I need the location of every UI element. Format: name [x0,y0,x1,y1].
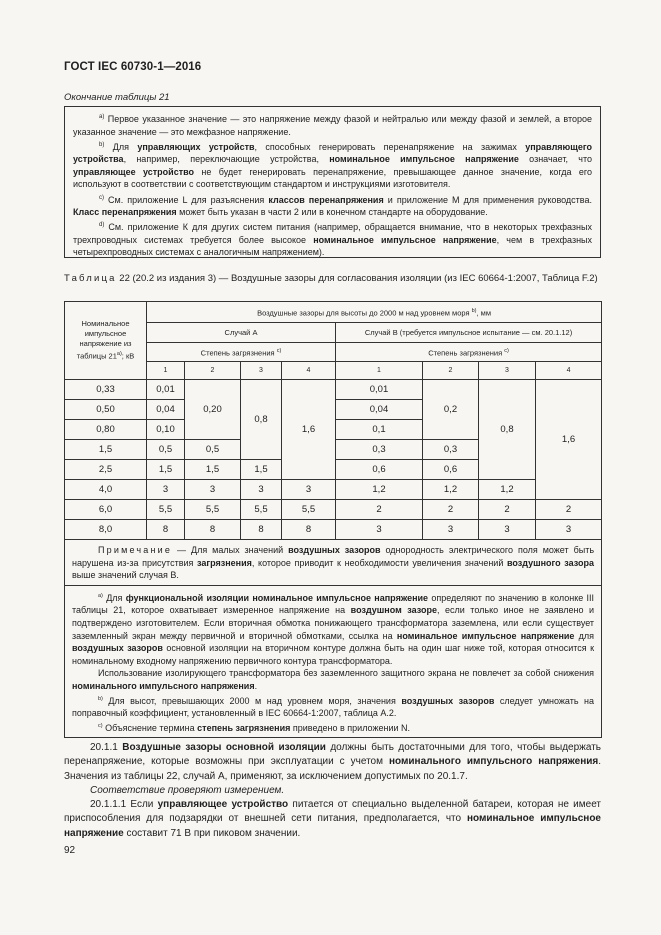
table-row [65,380,602,400]
table-21-note: $^{c)}$ См. приложение L для разъяснения классов перенапряжения и приложение М для применения руководства. Класс перенапряжения может быть указан в части 2 или в конечном стандарте на оборудование. [73,194,592,218]
cell-a1: 0,01 [147,380,185,400]
cell-a3: 1,5 [241,460,282,480]
note-text: — Для малых значений воздушных зазоров однородность электрического поля может быть нарушена из-за присутствия загрязнения, которое приводит к необходимости увеличения значений воздушного зазора выше значений случая В. [72,545,595,581]
degree-header: 4 [282,362,336,380]
body-text [64,741,601,841]
table-22-footnote: $^{a)}$ Для функциональной изоляции номинальное импульсное напряжение определяют по значению в колонке III таблицы 21, которое охватывает измеренное напряжение на воздушном зазоре, если только иное не заявлено и подтверждено изготовителем. Если вторичная обмотка понижающего трансформатора заземлена, или если существует заземленный экран между первичной и вторичной обмотками, ссылка на номинальное импульсное напряжение для воздушных зазоров основной изоляции на вторичном контуре должна быть на один шаг ниже той, которая относится к номинальному входному напряжению первичного контура трансформатора. [72,592,595,666]
header-case-b: Случай В (требуется импульсное испытание — см. 20.1.12) [336,323,602,343]
cell-rated: 0,50 [65,400,147,420]
cell-rated: 6,0 [65,500,147,520]
cell-a2: 5,5 [185,500,241,520]
cell-b3: 3 [479,520,536,540]
table-21-notes-box [64,106,601,258]
degree-header: 4 [536,362,602,380]
cell-rated: 1,5 [65,440,147,460]
table-22-footnote: $^{b)}$ Для высот, превышающих 2000 м над уровнем моря, значения воздушных зазоров следует умножать на поправочный коэффициент, установленный в IEC 60664-1:2007, таблица А.2. [72,695,595,719]
cell-a2: 3 [185,480,241,500]
header-clearances: Воздушные зазоры для высоты до 2000 м над уровнем моря $^{b)}$, мм [147,302,602,323]
table-22-footnote: Использование изолирующего трансформатора без заземленного защитного экрана не повлечет за собой снижения номинального импульсного напряжения. [72,668,595,691]
table-row [65,480,602,500]
header-case-a: Случай А [147,323,336,343]
cell-a1: 8 [147,520,185,540]
cell-b1: 0,3 [336,440,423,460]
table-22-note [65,540,602,586]
header-pollution-degree-b: Степень загрязнения $^{c)}$ [336,343,602,362]
cell-rated: 2,5 [65,460,147,480]
cell-rated: 0,80 [65,420,147,440]
cell-a4: 1,6 [282,380,336,480]
cell-a2: 1,5 [185,460,241,480]
cell-b1: 3 [336,520,423,540]
cell-a1: 1,5 [147,460,185,480]
table-row [65,520,602,540]
page-number: 92 [64,845,76,856]
table-22-caption-text: 22 (20.2 из издания 3) — Воздушные зазоры для согласования изоляции (из IEC 60664-1:2007, Таблица F.2) [116,273,598,284]
cell-a1: 0,04 [147,400,185,420]
degree-header: 2 [185,362,241,380]
header-rated-voltage: Номинальное импульсное напряжение из таблицы 21$^{a)}$; кВ [65,302,147,380]
cell-a2: 0,20 [185,380,241,440]
table-footnotes-row [65,585,602,738]
cell-a4: 8 [282,520,336,540]
cell-b2: 2 [423,500,479,520]
cell-b3: 0,8 [479,380,536,480]
cell-b3: 2 [479,500,536,520]
cell-a3: 8 [241,520,282,540]
table-row [65,500,602,520]
table-22 [64,301,602,738]
cell-b1: 2 [336,500,423,520]
cell-a4: 3 [282,480,336,500]
cell-rated: 0,33 [65,380,147,400]
cell-b4: 3 [536,520,602,540]
cell-b1: 0,6 [336,460,423,480]
cell-a1: 0,5 [147,440,185,460]
table-21-note: $^{a)}$ Первое указанное значение — это напряжение между фазой и нейтралью или между фазой и землей, а второе указанное значение — это межфазное напряжение. [73,114,592,137]
table-22-caption [64,272,601,285]
cell-b2: 1,2 [423,480,479,500]
cell-b4: 1,6 [536,380,602,500]
table-22-footnotes [65,585,602,738]
degree-header: 3 [479,362,536,380]
cell-a1: 3 [147,480,185,500]
cell-rated: 4,0 [65,480,147,500]
table-21-note: $^{d)}$ См. приложение К для других систем питания (например, обращается внимание, что в некоторых трехфазных трехпроводных системах требуется более высокое номинальное импульсное напряжение, чем в трехфазных четырехпроводных системах с аналогичным напряжением). [73,222,593,258]
degree-header: 1 [147,362,185,380]
cell-a4: 5,5 [282,500,336,520]
note-word: Примечание [98,545,173,555]
degree-header: 3 [241,362,282,380]
table-21-end-caption: Окончание таблицы 21 [64,92,170,103]
table-note-row [65,540,602,586]
cell-a2: 0,5 [185,440,241,460]
cell-a3: 0,8 [241,380,282,460]
cell-a3: 5,5 [241,500,282,520]
document-header: ГОСТ IEC 60730-1—2016 [64,61,202,73]
degree-header: 1 [336,362,423,380]
cell-b4: 2 [536,500,602,520]
table-21-note: $^{b)}$ Для управляющих устройств, способных генерировать перенапряжение на зажимах управляющего устройства, например, переключающие устройства, номинальное импульсное напряжение означает, что управляющее устройство не будет генерировать перенапряжение, превышающее данное значение, когда его используют в соответствии с соответствующим стандартом и инструкциями изготовителя. [73,141,592,190]
clause-20-1-1-1: 20.1.1.1 Если управляющее устройство питается от специально выделенной батареи, которая не имеет приспособления для подзарядки от внешней сети питания, предполагается, что номинальное импульсное напряжение составит 71 В при пиковом значении. [64,799,602,839]
cell-b2: 0,6 [423,460,479,480]
cell-b1: 0,1 [336,420,423,440]
cell-b1: 0,04 [336,400,423,420]
cell-b1: 0,01 [336,380,423,400]
cell-b1: 1,2 [336,480,423,500]
header-pollution-degree-a: Степень загрязнения $^{c)}$ [147,343,336,362]
cell-b3: 1,2 [479,480,536,500]
cell-b2: 3 [423,520,479,540]
degree-header: 2 [423,362,479,380]
table-22-caption-word: Таблица [64,273,117,284]
cell-b2: 0,2 [423,380,479,440]
cell-a2: 8 [185,520,241,540]
compliance-statement: Соответствие проверяют измерением. [90,784,285,796]
cell-rated: 8,0 [65,520,147,540]
cell-b2: 0,3 [423,440,479,460]
table-22-footnote: $^{c)}$ Объяснение термина степень загрязнения приведено в приложении N. [98,722,410,733]
cell-a1: 0,10 [147,420,185,440]
cell-a1: 5,5 [147,500,185,520]
clause-20-1-1: 20.1.1 Воздушные зазоры основной изоляции должны быть достаточными для того, чтобы выдержать перенапряжение, которые возможны при эксплуатации с учетом номинального импульсного напряжения. Значения из таблицы 22, случай А, применяют, за исключением допустимых по 20.1.7. [64,742,601,782]
cell-a3: 3 [241,480,282,500]
